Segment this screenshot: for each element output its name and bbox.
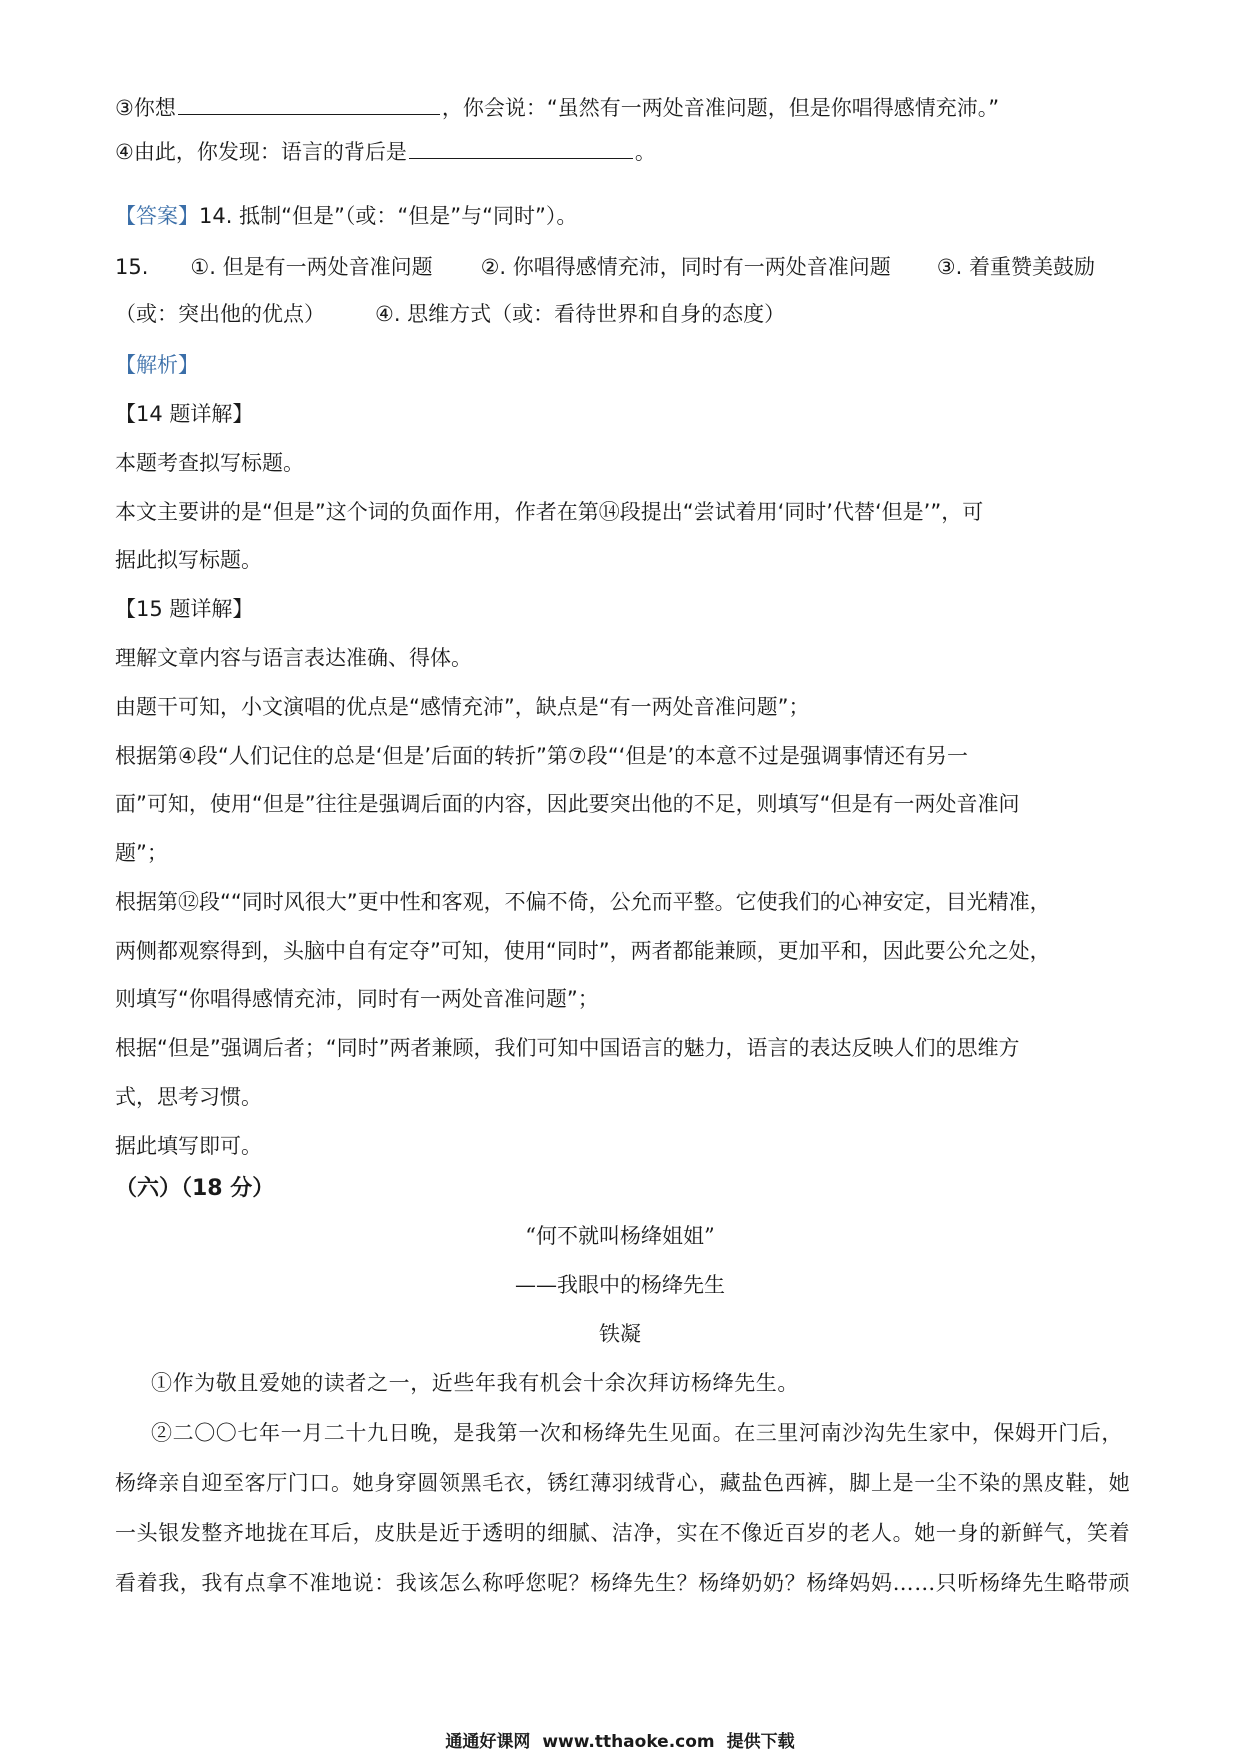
question-3-suffix: ，你会说：“虽然有一两处音准问题，但是你唱得感情充沛。” [441, 96, 1000, 120]
q14-detail-heading: 【14 题详解】 [115, 402, 254, 426]
article-subtitle: ——我眼中的杨绛先生 [515, 1273, 725, 1297]
q15-detail-line: 式，思考习惯。 [115, 1085, 262, 1109]
footer-url[interactable]: www.tthaoke.com [542, 1732, 715, 1752]
answer-15-item-1: ①. 但是有一两处音准问题 [190, 255, 433, 279]
q15-detail-line: 根据第④段“人们记住的总是‘但是’后面的转折”第⑦段“‘但是’的本意不过是强调事情还有另一 [115, 744, 968, 768]
answer-15-item-3: ③. 着重赞美鼓励 [936, 255, 1095, 279]
answer-14-text: 14. 抵制“但是”（或：“但是”与“同时”）。 [199, 204, 578, 228]
answer-line-14 [115, 201, 1135, 231]
answer-15-item-3-cont: （或：突出他的优点） [115, 302, 325, 326]
footer-note: 提供下载 [726, 1732, 795, 1752]
q15-detail-line: 据此填写即可。 [115, 1134, 262, 1158]
section-heading: （六）（18 分） [115, 1176, 275, 1201]
answer-line-15-cont [115, 299, 1135, 329]
answer-15-item-4: ④. 思维方式（或：看待世界和自身的态度） [375, 302, 786, 326]
article-title: “何不就叫杨绛姐姐” [525, 1224, 715, 1248]
analysis-tag: 【解析】 [115, 353, 199, 377]
article-paragraph-2-line: 杨绛亲自迎至客厅门口。她身穿圆领黑毛衣，锈红薄羽绒背心，藏盐色西裤，脚上是一尘不染的黑皮鞋，她 [115, 1471, 1131, 1495]
question-4-prefix: ④由此，你发现：语言的背后是 [115, 140, 407, 164]
question-4-blank[interactable] [409, 138, 633, 159]
q15-detail-line: 则填写“你唱得感情充沛，同时有一两处音准问题”； [115, 987, 599, 1011]
answer-15-item-2: ②. 你唱得感情充沛，同时有一两处音准问题 [480, 255, 891, 279]
answer-line-15 [115, 252, 1135, 282]
q15-detail-line: 面”可知，使用“但是”往往是强调后面的内容，因此要突出他的不足，则填写“但是有一两处音准问 [115, 792, 1020, 816]
question-4-suffix: 。 [634, 140, 656, 164]
answer-tag: 【答案】 [115, 204, 199, 228]
article-author: 铁凝 [599, 1322, 641, 1346]
footer-site-name: 通通好课网 [445, 1732, 531, 1752]
article-paragraph-2-line: 一头银发整齐地拢在耳后，皮肤是近于透明的细腻、洁净，实在不像近百岁的老人。她一身的新鲜气，笑着 [115, 1521, 1131, 1545]
q15-detail-line: 由题干可知，小文演唱的优点是“感情充沛”，缺点是“有一两处音准问题”； [115, 695, 810, 719]
question-3 [115, 93, 1135, 123]
q15-detail-line: 题”； [115, 841, 168, 865]
q14-detail-line: 据此拟写标题。 [115, 548, 262, 572]
page-footer [0, 1727, 1240, 1752]
article-paragraph-2: ②二〇〇七年一月二十九日晚，是我第一次和杨绛先生见面。在三里河南沙沟先生家中，保姆开门后， [151, 1421, 1123, 1445]
question-4 [115, 137, 1135, 167]
q15-detail-line: 理解文章内容与语言表达准确、得体。 [115, 646, 472, 670]
answer-15-number: 15. [115, 255, 149, 279]
q15-detail-line: 根据第⑫段““同时风很大”更中性和客观，不偏不倚，公允而平整。它使我们的心神安定，目光精准， [115, 890, 1051, 914]
q15-detail-line: 两侧都观察得到，头脑中自有定夺”可知，使用“同时”，两者都能兼顾，更加平和，因此要公允之处， [115, 939, 1051, 963]
article-paragraph-1: ①作为敬且爱她的读者之一，近些年我有机会十余次拜访杨绛先生。 [151, 1371, 799, 1395]
question-3-blank[interactable] [178, 94, 440, 115]
question-3-prefix: ③你想 [115, 96, 176, 120]
q15-detail-line: 根据“但是”强调后者；“同时”两者兼顾，我们可知中国语言的魅力，语言的表达反映人们的思维方 [115, 1036, 1020, 1060]
q15-detail-heading: 【15 题详解】 [115, 597, 254, 621]
q14-detail-line: 本文主要讲的是“但是”这个词的负面作用，作者在第⑭段提出“尝试着用‘同时’代替‘但是’”，可 [115, 500, 984, 524]
q14-detail-line: 本题考查拟写标题。 [115, 451, 304, 475]
article-paragraph-2-line: 看着我，我有点拿不准地说：我该怎么称呼您呢？杨绛先生？杨绛奶奶？杨绛妈妈……只听杨绛先生略带顽 [115, 1571, 1131, 1595]
